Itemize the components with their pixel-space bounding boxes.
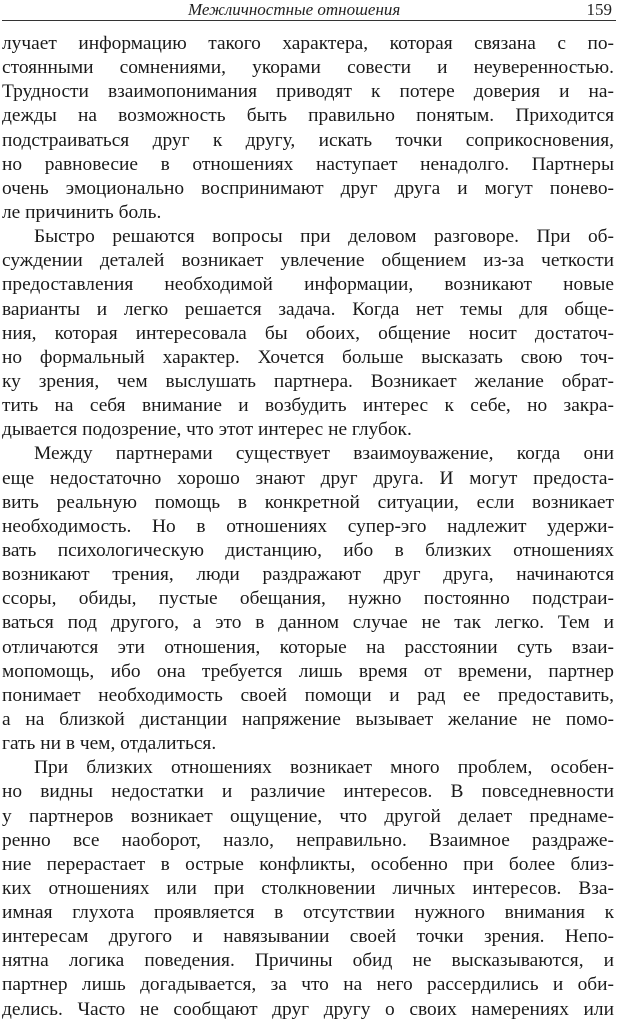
text-line: еще недостаточно хорошо знают друг друга. И могут предоста- <box>2 467 614 489</box>
text-line: а на близкой дистанции напряжение вызывает желание не помо- <box>2 708 614 730</box>
text-line: ния, которая интересовала бы обоих, общение носит достаточ- <box>2 322 614 344</box>
text-line: ваться под другого, а это в данном случае не так легко. Тем и <box>2 612 614 634</box>
text-line: ссоры, обиды, пустые обещания, нужно постоянно подстраи- <box>2 588 614 610</box>
text-line: ку зрения, чем выслушать партнера. Возникает желание обрат- <box>2 370 614 392</box>
text-line: гать ни в чем, отдалиться. <box>2 733 217 755</box>
text-line: стоянными сомнениями, укорами совести и неуверенностью. <box>2 57 614 79</box>
text-line: но формальный характер. Хочется больше высказать свою точ- <box>2 346 614 368</box>
text-line: ние перерастает в острые конфликты, особенно при более близ- <box>2 853 614 875</box>
text-line: интересам другого и навязывании своей точки зрения. Непо- <box>2 926 614 948</box>
text-line: у партнеров возникает ощущение, что другой делает преднаме- <box>2 805 614 827</box>
text-line: вать психологическую дистанцию, ибо в близких отношениях <box>2 539 614 561</box>
text-line: необходимость. Но в отношениях супер-эго надлежит удержи- <box>2 515 614 537</box>
text-line: нятна логика поведения. Причины обид не высказываются, и <box>2 950 614 972</box>
text-line: понимает необходимость своей помощи и рад ее предоставить, <box>2 684 614 706</box>
text-line: предоставления необходимой информации, возникают новые <box>2 274 614 296</box>
text-line: тить на себя внимание и возбудить интерес к себе, но закра- <box>2 395 614 417</box>
body-text <box>2 32 614 1022</box>
header-rule <box>2 20 616 21</box>
text-line: Между партнерами существует взаимоуважение, когда они <box>34 443 614 465</box>
text-line: но видны недостатки и различие интересов. В повседневности <box>2 781 614 803</box>
text-line: Трудности взаимопонимания приводят к потере доверия и на- <box>2 81 614 103</box>
text-line: дывается подозрение, что этот интерес не глубок. <box>2 419 412 441</box>
text-line: ле причинить боль. <box>2 201 162 223</box>
text-line: но равновесие в отношениях наступает ненадолго. Партнеры <box>2 153 614 175</box>
text-line: очень эмоционально воспринимают друг друга и могут понево- <box>2 177 614 199</box>
text-line: суждении деталей возникает увлечение общением из-за четкости <box>2 250 614 272</box>
text-line: вить реальную помощь в конкретной ситуации, если возникает <box>2 491 614 513</box>
page-number: 159 <box>586 0 612 19</box>
text-line: делись. Часто не сообщают друг другу о своих намерениях или <box>2 998 614 1020</box>
text-line: мопомощь, ибо она требуется лишь время от времени, партнер <box>2 660 614 682</box>
running-title: Межличностные отношения <box>188 0 401 19</box>
text-line: дежды на возможность быть правильно понятым. Приходится <box>2 105 614 127</box>
text-line: партнер лишь догадывается, за что на него рассердились и оби- <box>2 974 614 996</box>
text-line: подстраиваться друг к другу, искать точки соприкосновения, <box>2 129 614 151</box>
text-line: варианты и легко решается задача. Когда нет темы для обще- <box>2 298 614 320</box>
text-line: лучает информацию такого характера, которая связана с по- <box>2 33 614 54</box>
text-line: отличаются эти отношения, которые на расстоянии суть взаи- <box>2 636 614 658</box>
running-head <box>0 0 620 22</box>
text-line: ренно все наоборот, назло, неправильно. Взаимное раздраже- <box>2 829 614 851</box>
text-line: имная глухота проявляется в отсутствии нужного внимания к <box>2 902 614 924</box>
text-line: ких отношениях или при столкновении личных интересов. Вза- <box>2 877 614 899</box>
text-line: Быстро решаются вопросы при деловом разговоре. При об- <box>34 226 614 248</box>
text-line: При близких отношениях возникает много проблем, особен- <box>34 757 614 779</box>
text-line: возникают трения, люди раздражают друг друга, начинаются <box>2 564 614 586</box>
